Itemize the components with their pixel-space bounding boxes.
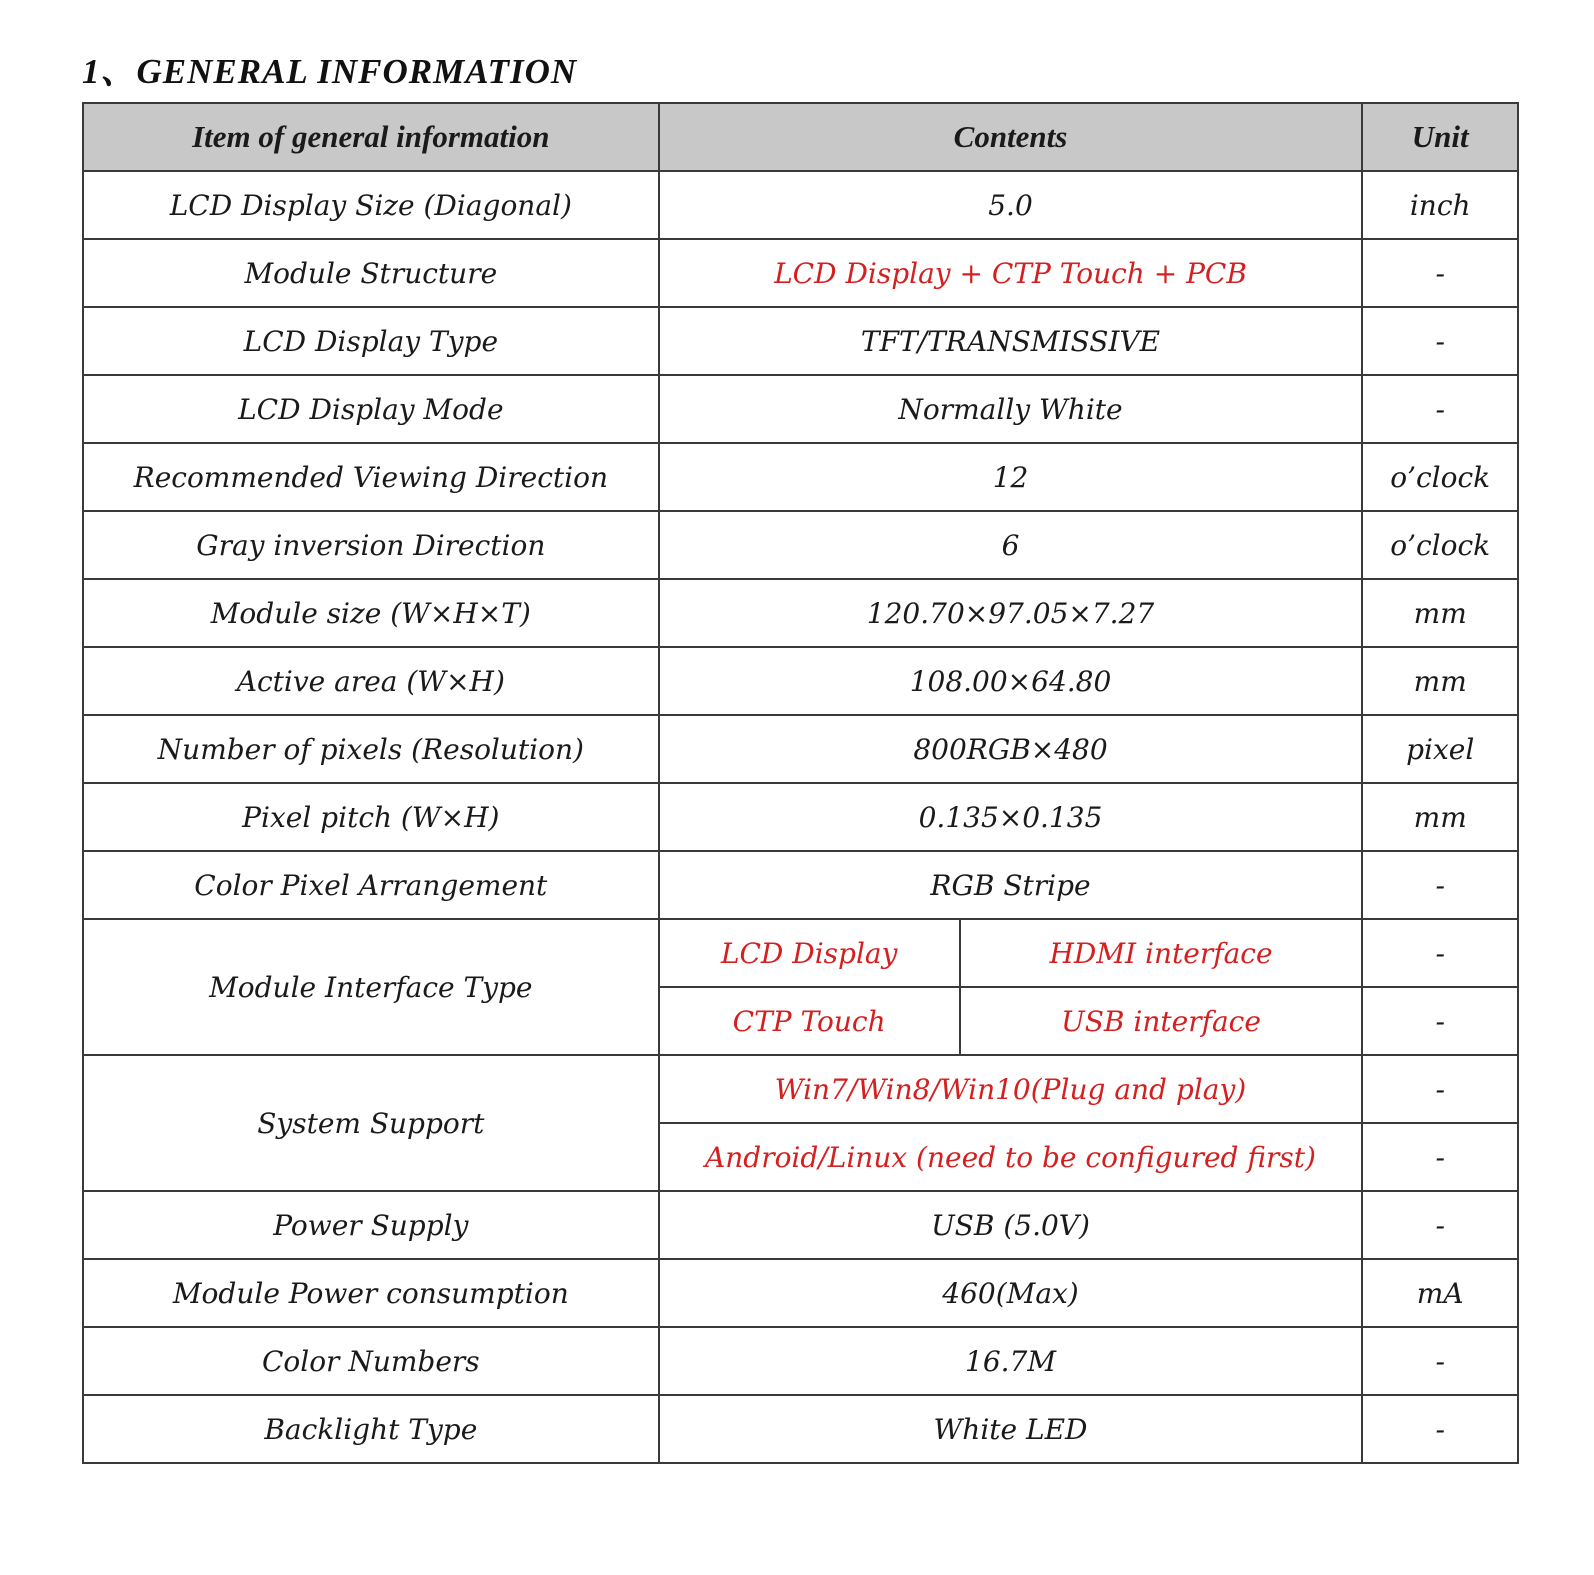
contents-cell: 108.00×64.80 [659,647,1363,715]
contents-cell: 5.0 [659,171,1363,239]
header-contents: Contents [659,103,1363,171]
item-cell: Recommended Viewing Direction [83,443,659,511]
contents-cell: White LED [659,1395,1363,1463]
unit-cell: - [1362,987,1518,1055]
item-cell: Module Structure [83,239,659,307]
table-row [83,171,1518,239]
header-item: Item of general information [83,103,659,171]
unit-cell: - [1362,851,1518,919]
contents-cell: Android/Linux (need to be configured first) [659,1123,1363,1191]
item-cell: Module Power consumption [83,1259,659,1327]
section-title: 1、GENERAL INFORMATION [82,52,578,91]
unit-cell: mm [1362,783,1518,851]
table-row [83,851,1518,919]
unit-cell: o’clock [1362,511,1518,579]
contents-cell: LCD Display + CTP Touch + PCB [659,239,1363,307]
item-cell: Pixel pitch (W×H) [83,783,659,851]
contents-cell: Win7/Win8/Win10(Plug and play) [659,1055,1363,1123]
contents-cell: RGB Stripe [659,851,1363,919]
unit-cell: inch [1362,171,1518,239]
header-unit: Unit [1362,103,1518,171]
table-row [83,375,1518,443]
unit-cell: - [1362,307,1518,375]
unit-cell: - [1362,1055,1518,1123]
table-row-system-windows [83,1055,1518,1123]
unit-cell: - [1362,375,1518,443]
table-row [83,1395,1518,1463]
item-cell-system-support: System Support [83,1055,659,1191]
table-row [83,511,1518,579]
table-row [83,783,1518,851]
contents-cell: 460(Max) [659,1259,1363,1327]
interface-type-cell: HDMI interface [960,919,1363,987]
unit-cell: - [1362,1191,1518,1259]
table-row [83,1327,1518,1395]
unit-cell: mA [1362,1259,1518,1327]
unit-cell: - [1362,239,1518,307]
table-row [83,715,1518,783]
contents-cell: 800RGB×480 [659,715,1363,783]
item-cell: Color Pixel Arrangement [83,851,659,919]
item-cell: Module size (W×H×T) [83,579,659,647]
table-header-row [83,103,1518,171]
contents-cell: 12 [659,443,1363,511]
table-row-interface-lcd [83,919,1518,987]
table-row [83,307,1518,375]
contents-cell: Normally White [659,375,1363,443]
contents-cell: 16.7M [659,1327,1363,1395]
unit-cell: - [1362,1123,1518,1191]
unit-cell: - [1362,1395,1518,1463]
item-cell: Color Numbers [83,1327,659,1395]
item-cell: Power Supply [83,1191,659,1259]
interface-part-cell: CTP Touch [659,987,960,1055]
item-cell: LCD Display Size (Diagonal) [83,171,659,239]
unit-cell: o’clock [1362,443,1518,511]
general-information-table [82,102,1519,1464]
table-row [83,1259,1518,1327]
item-cell: Backlight Type [83,1395,659,1463]
contents-cell: 6 [659,511,1363,579]
unit-cell: pixel [1362,715,1518,783]
table-row [83,647,1518,715]
item-cell: LCD Display Mode [83,375,659,443]
contents-cell: 120.70×97.05×7.27 [659,579,1363,647]
item-cell-module-interface-type: Module Interface Type [83,919,659,1055]
table-row [83,239,1518,307]
item-cell: Number of pixels (Resolution) [83,715,659,783]
table-row [83,579,1518,647]
table-row [83,1191,1518,1259]
contents-cell: TFT/TRANSMISSIVE [659,307,1363,375]
unit-cell: - [1362,1327,1518,1395]
unit-cell: mm [1362,579,1518,647]
contents-cell: 0.135×0.135 [659,783,1363,851]
item-cell: LCD Display Type [83,307,659,375]
item-cell: Gray inversion Direction [83,511,659,579]
unit-cell: - [1362,919,1518,987]
contents-cell: USB (5.0V) [659,1191,1363,1259]
interface-part-cell: LCD Display [659,919,960,987]
table-row [83,443,1518,511]
item-cell: Active area (W×H) [83,647,659,715]
unit-cell: mm [1362,647,1518,715]
interface-type-cell: USB interface [960,987,1363,1055]
